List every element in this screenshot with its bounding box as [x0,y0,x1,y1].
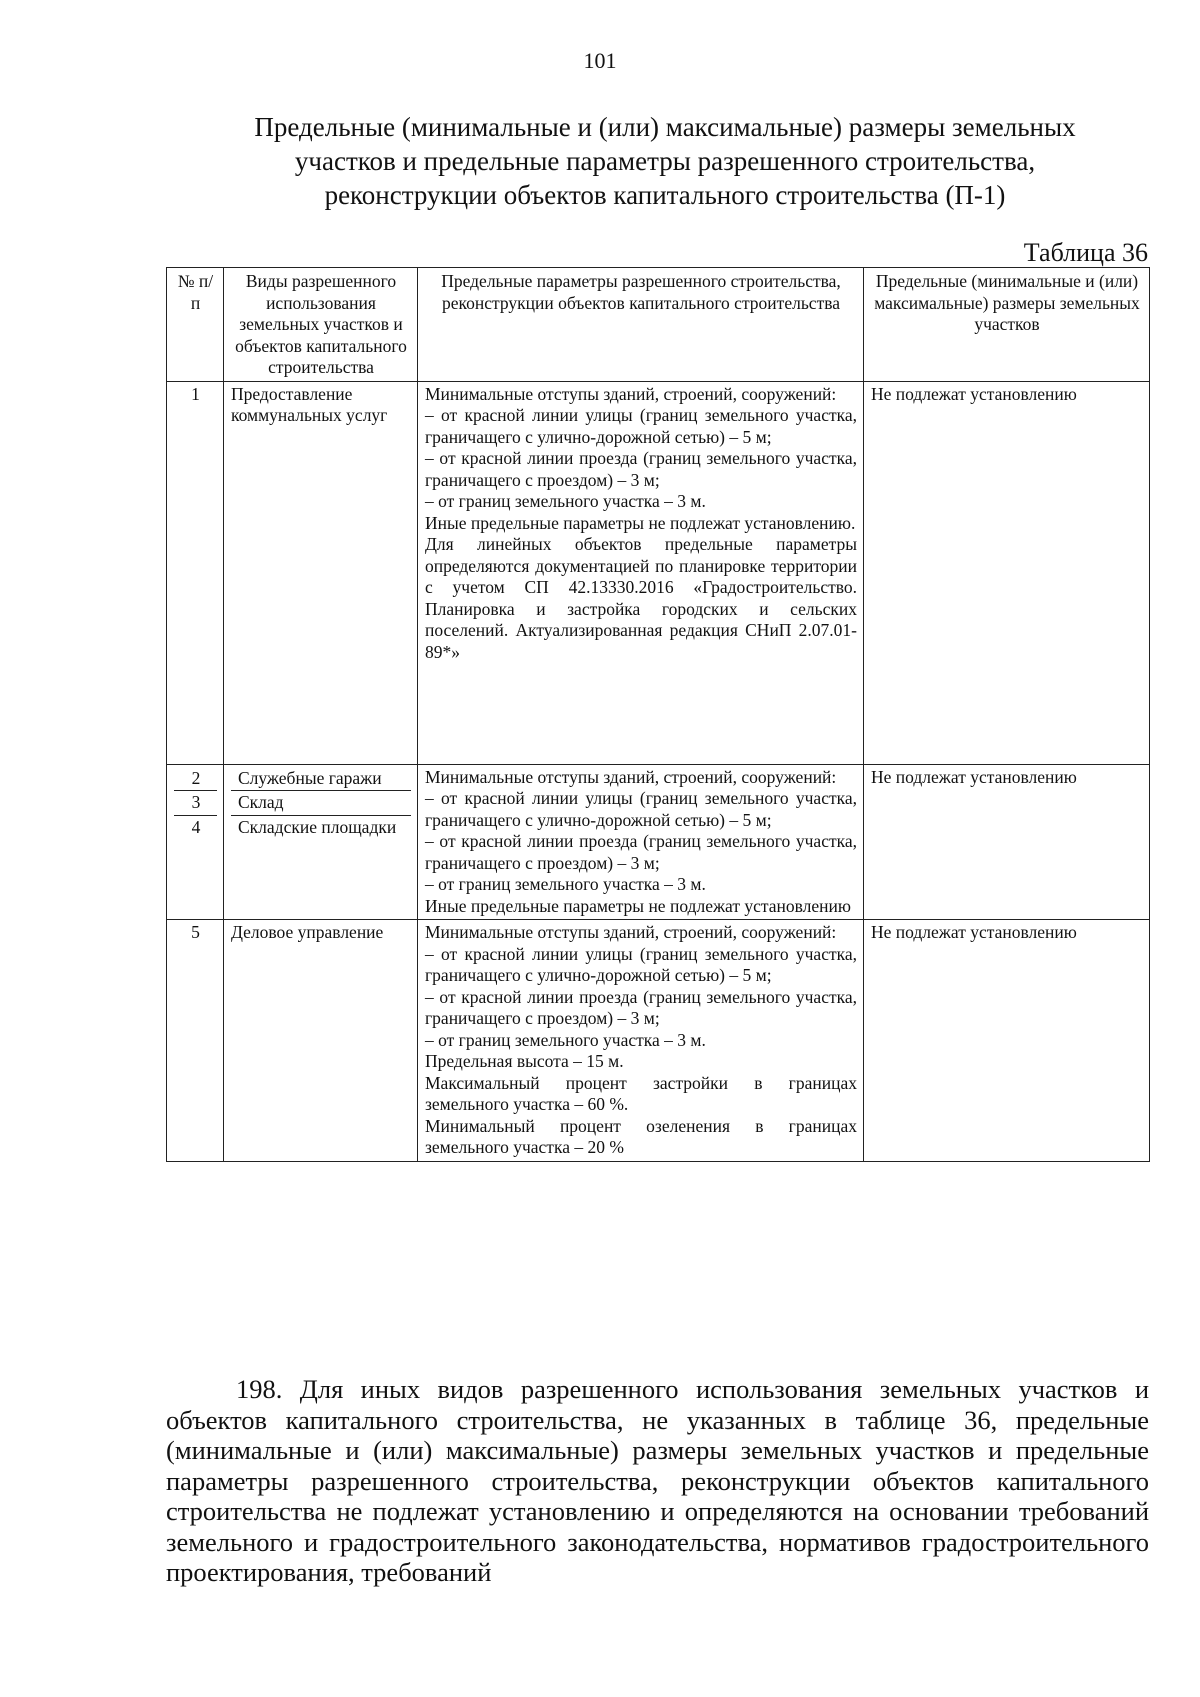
row-number: 1 [167,381,224,764]
paragraph-text: Для иных видов разрешенного использования земельных участков и объектов капитального строительства, не указанных в таблице 36, предельные (минимальные и (или) максимальные) размеры земельных участков и предельные параметры разрешенного строительства, реконструкции объектов капитального строительства не подлежат установлению и определяются на основании требований земельного и градостроительного законодательства, нормативов градостроительного проектирования, требований [166,1374,1150,1587]
row-number: 2 [191,767,201,788]
row-number: 4 [174,815,217,840]
header-construction-params: Предельные параметры разрешенного строительства, реконструкции объектов капитального строительства [418,268,864,382]
land-use-name: Складские площадки [231,815,411,840]
plot-sizes-cell: Не подлежат установлению [864,381,1150,764]
plot-sizes-cell: Не подлежат установлению [864,764,1150,920]
land-use-name: Склад [231,790,411,815]
land-use-name: Деловое управление [224,920,418,1162]
table-row [167,920,1150,1162]
params-text: Иные предельные параметры не подлежат установлению. [425,512,856,533]
header-plot-sizes: Предельные (минимальные и (или) максимальные) размеры земельных участков [864,268,1150,382]
document-title [165,110,1165,212]
row-number: 3 [174,790,217,815]
table-row [167,381,1150,764]
construction-params-cell [418,381,864,764]
params-text: – от границ земельного участка – 3 м. [425,1029,706,1050]
params-text: – от красной линии улицы (границ земельного участка, граничащего с улично-дорожной сетью) – 5 м; [425,405,857,447]
body-paragraph [166,1374,1149,1588]
paragraph-number: 198. [236,1374,283,1404]
params-text: – от красной линии проезда (границ земельного участка, граничащего с проездом) – 3 м; [425,448,857,490]
params-text: – от красной линии улицы (границ земельного участка, граничащего с улично-дорожной сетью) – 5 м; [425,943,857,985]
params-text: Предельная высота – 15 м. [425,1051,624,1071]
params-text: – от границ земельного участка – 3 м. [425,874,706,894]
params-text: – от красной линии улицы (границ земельного участка, граничащего с улично-дорожной сетью) – 5 м; [425,788,857,830]
title-line-2: участков и предельные параметры разрешенного строительства, [294,146,1036,176]
params-text: Максимальный процент застройки в границах земельного участка – 60 %. [425,1072,857,1114]
params-text: Для линейных объектов предельные параметры определяются документацией по планировке территории с учетом СП 42.13330.2016 «Градостроительство. Планировка и застройка городских и сельских поселений. Актуализированная редакция СНиП 2.07.01-89*» [425,534,857,662]
params-text: Минимальные отступы зданий, строений, сооружений: [425,922,837,942]
table-row [167,764,1150,920]
plot-sizes-cell: Не подлежат установлению [864,920,1150,1162]
row-numbers-group [167,764,224,920]
row-number: 5 [167,920,224,1162]
land-use-name: Служебные гаражи [238,767,382,788]
params-text: Минимальные отступы зданий, строений, сооружений: [425,766,837,787]
land-use-name: Предоставление коммунальных услуг [224,381,418,764]
regulations-table [166,267,1150,1162]
params-text: – от красной линии проезда (границ земельного участка, граничащего с проездом) – 3 м; [425,986,857,1028]
table-caption: Таблица 36 [1023,238,1148,267]
page-number: 101 [583,48,617,73]
construction-params-cell [418,920,864,1162]
title-line-3: реконструкции объектов капитального строительства (П-1) [324,180,1006,210]
table-header-row [167,268,1150,382]
header-number: № п/п [167,268,224,382]
params-text: Иные предельные параметры не подлежат установлению [425,895,851,916]
title-line-1: Предельные (минимальные и (или) максимальные) размеры земельных [254,112,1076,142]
params-text: Минимальный процент озеленения в границах земельного участка – 20 % [425,1115,857,1157]
construction-params-cell [418,764,864,920]
params-text: Минимальные отступы зданий, строений, сооружений: [425,383,837,404]
params-text: – от границ земельного участка – 3 м. [425,491,706,511]
params-text: – от красной линии проезда (границ земельного участка, граничащего с проездом) – 3 м; [425,831,857,873]
header-land-use: Виды разрешенного использования земельных участков и объектов капитального строительства [224,268,418,382]
land-use-group [224,764,418,920]
